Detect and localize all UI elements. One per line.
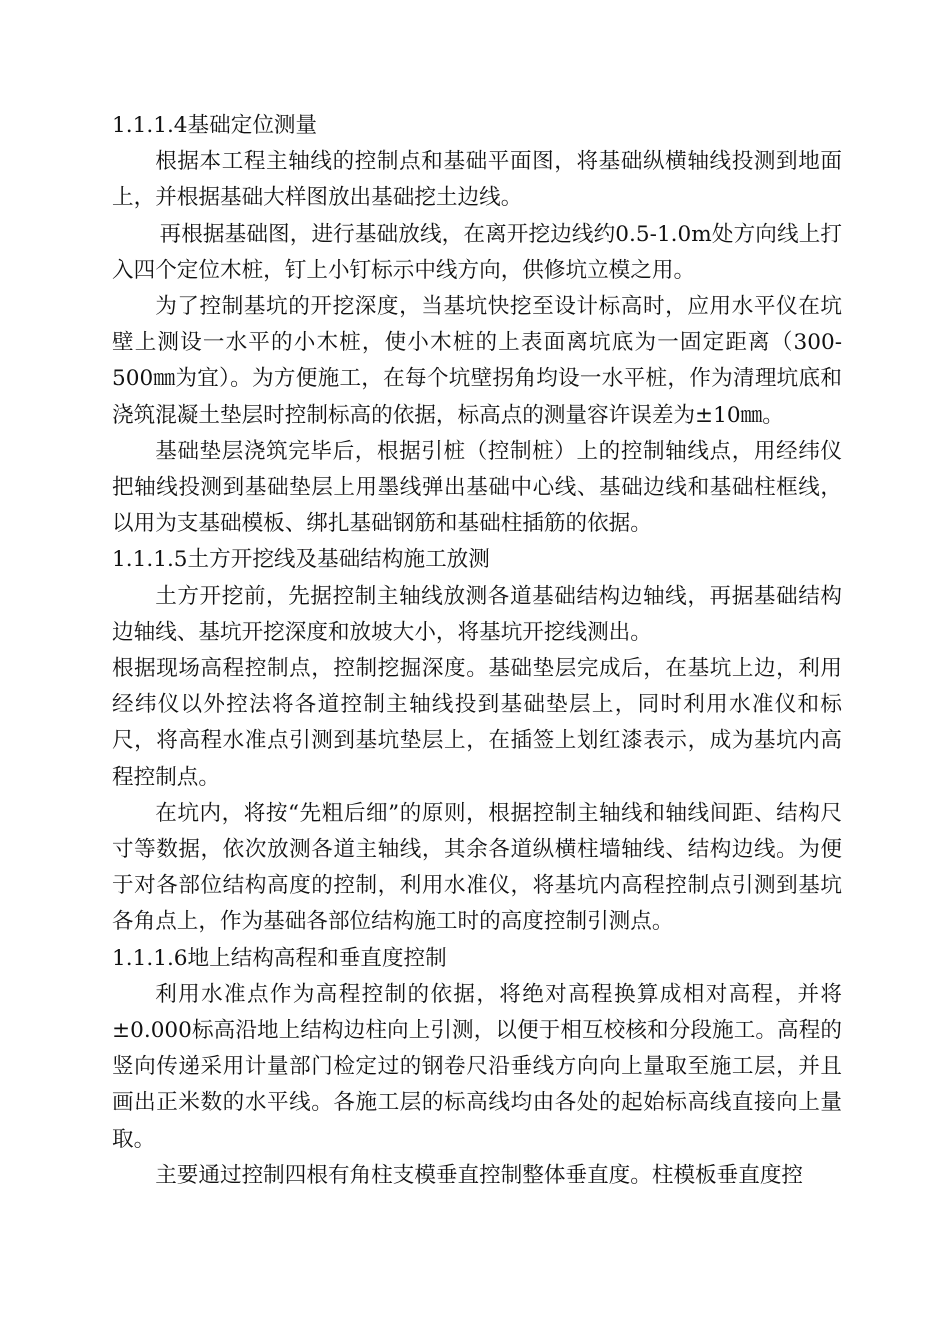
paragraph: 根据本工程主轴线的控制点和基础平面图，将基础纵横轴线投测到地面上，并根据基础大样图放出基础挖土边线。 [112,149,842,211]
paragraph: 利用水准点作为高程控制的依据，将绝对高程换算成相对高程，并将±0.000标高沿地上结构边柱向上引测，以便于相互校核和分段施工。高程的竖向传递采用计量部门检定过的钢卷尺沿垂线方向向上量取至施工层，并且画出正米数的水平线。各施工层的标高线均由各处的起始标高线直接向上量取。 [112,981,842,1152]
paragraph: 再根据基础图，进行基础放线，在离开挖边线约0.5-1.0m处方向线上打入四个定位木桩，钉上小钉标示中线方向，供修坑立模之用。 [112,221,842,283]
paragraph: 主要通过控制四根有角柱支模垂直控制整体垂直度。柱模板垂直度控 [155,1162,804,1188]
section-heading-excavation-layout: 1.1.1.5土方开挖线及基础结构施工放测 [112,547,490,573]
document-page [112,108,842,1194]
paragraph: 在坑内，将按“先粗后细”的原则，根据控制主轴线和轴线间距、结构尺寸等数据，依次放测各道主轴线，其余各道纵横柱墙轴线、结构边线。为便于对各部位结构高度的控制，利用水准仪，将基坑内高程控制点引测到基坑各角点上，作为基础各部位结构施工时的高度控制引测点。 [112,800,842,935]
paragraph: 土方开挖前，先据控制主轴线放测各道基础结构边轴线，再据基础结构边轴线、基坑开挖深度和放坡大小，将基坑开挖线测出。 [112,583,842,645]
paragraph: 为了控制基坑的开挖深度，当基坑快挖至设计标高时，应用水平仪在坑壁上测设一水平的小木桩，使小木桩的上表面离坑底为一固定距离（300-500㎜为宜）。为方便施工，在每个坑壁拐角均设一水平桩，作为清理坑底和浇筑混凝土垫层时控制标高的依据，标高点的测量容许误差为±10㎜。 [112,294,842,428]
section-heading-elevation-verticality: 1.1.1.6地上结构高程和垂直度控制 [112,945,447,971]
paragraph: 基础垫层浇筑完毕后，根据引桩（控制桩）上的控制轴线点，用经纬仪把轴线投测到基础垫层上用墨线弹出基础中心线、基础边线和基础柱框线，以用为支基础模板、绑扎基础钢筋和基础柱插筋的依据。 [112,438,842,537]
paragraph: 根据现场高程控制点，控制挖掘深度。基础垫层完成后，在基坑上边，利用经纬仪以外控法将各道控制主轴线投到基础垫层上，同时利用水准仪和标尺，将高程水准点引测到基坑垫层上，在插签上划红漆表示，成为基坑内高程控制点。 [112,656,842,790]
section-heading-foundation-positioning: 1.1.1.4基础定位测量 [112,113,318,138]
